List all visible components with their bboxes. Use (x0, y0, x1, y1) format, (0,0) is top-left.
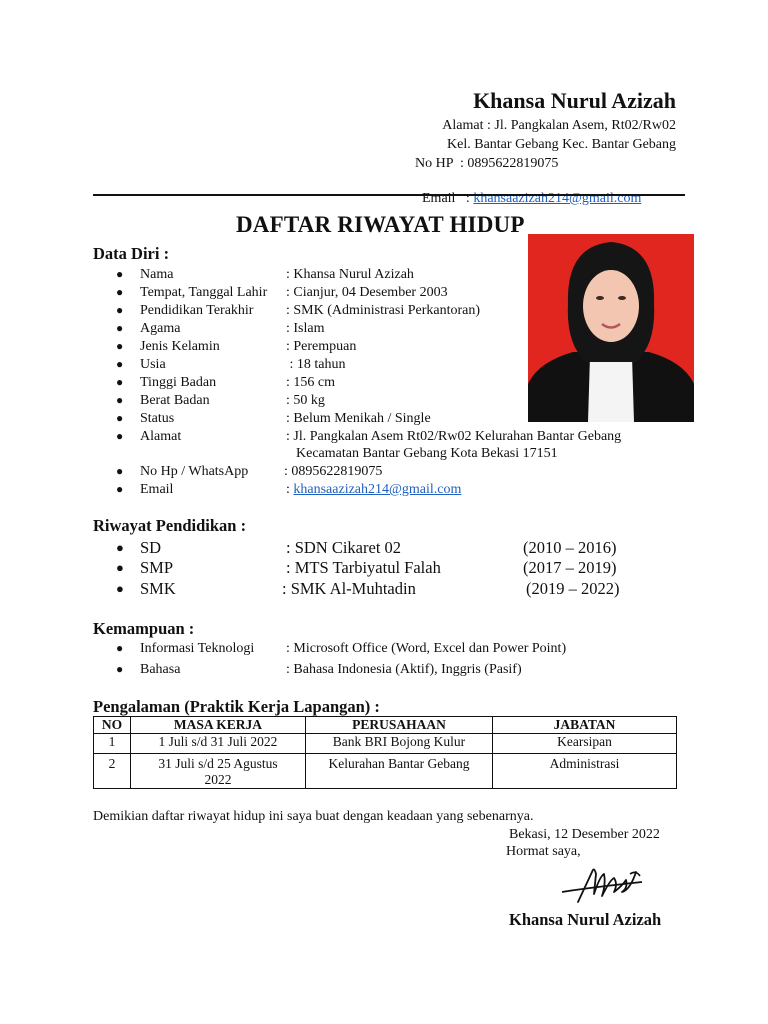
bullet-icon: ● (116, 267, 124, 281)
pengalaman-heading: Pengalaman (Praktik Kerja Lapangan) : (93, 697, 380, 716)
bullet-icon: ● (116, 429, 124, 443)
item-value (286, 482, 461, 498)
page-title: DAFTAR RIWAYAT HIDUP (236, 212, 525, 237)
experience-table (93, 716, 677, 789)
header-phone: No HP : 0895622819075 (415, 156, 559, 171)
bullet-icon: ● (116, 411, 124, 425)
education-school: : SMK Al-Muhtadin (282, 579, 416, 598)
table-cell: 2 (94, 754, 131, 789)
item-label: Usia (140, 357, 166, 372)
item-value: : 156 cm (286, 375, 335, 390)
table-cell: Bank BRI Bojong Kulur (306, 734, 493, 754)
table-cell: 1 (94, 734, 131, 754)
item-label: Agama (140, 321, 181, 336)
item-label: Berat Badan (140, 393, 210, 408)
education-level: SD (140, 538, 162, 557)
table-cell: Kearsipan (493, 734, 677, 754)
profile-photo (528, 234, 694, 422)
education-level: SMK (140, 579, 176, 598)
table-cell: 1 Juli s/d 31 Juli 2022 (131, 734, 306, 754)
closing-regards: Hormat saya, (506, 844, 581, 859)
bullet-icon: ● (116, 662, 124, 676)
item-value: : Jl. Pangkalan Asem Rt02/Rw02 Kelurahan Bantar Gebang (286, 429, 622, 444)
item-label: Email (140, 482, 174, 497)
item-value: : SMK (Administrasi Perkantoran) (286, 303, 481, 318)
item-value: : Islam (286, 321, 325, 336)
item-value: : Belum Menikah / Single (286, 411, 431, 426)
education-school: : MTS Tarbiyatul Falah (286, 558, 441, 577)
closing-place-date: Bekasi, 12 Desember 2022 (509, 827, 660, 842)
skill-value: : Bahasa Indonesia (Aktif), Inggris (Pasif) (286, 662, 522, 677)
table-cell: Kelurahan Bantar Gebang (306, 754, 493, 789)
item-value: : 18 tahun (286, 357, 346, 372)
skill-label: Bahasa (140, 662, 181, 677)
header-email-line (415, 175, 641, 207)
item-label: Jenis Kelamin (140, 339, 220, 354)
bullet-icon: ● (116, 581, 124, 596)
item-label: Tinggi Badan (140, 375, 217, 390)
column-header: JABATAN (493, 717, 677, 734)
table-header-row (94, 717, 677, 734)
item-value: : Khansa Nurul Azizah (286, 267, 414, 282)
table-row (94, 754, 677, 789)
bullet-icon: ● (116, 540, 124, 555)
item-value: : Cianjur, 04 Desember 2003 (286, 285, 448, 300)
pendidikan-heading: Riwayat Pendidikan : (93, 516, 247, 535)
education-school: : SDN Cikaret 02 (286, 538, 402, 557)
closing-statement: Demikian daftar riwayat hidup ini saya buat dengan keadaan yang sebenarnya. (93, 809, 534, 824)
education-years: (2010 – 2016) (523, 538, 617, 557)
bullet-icon: ● (116, 482, 124, 496)
skill-label: Informasi Teknologi (140, 641, 255, 656)
email-prefix: : (286, 482, 294, 497)
header-email-link[interactable]: khansaazizah214@gmail.com (473, 191, 642, 206)
header-email-label: Email : (422, 191, 474, 206)
bullet-icon: ● (116, 303, 124, 317)
signature-image (556, 862, 652, 906)
item-label: Alamat (140, 429, 182, 444)
skill-value: : Microsoft Office (Word, Excel dan Power Point) (286, 641, 567, 656)
bullet-icon: ● (116, 339, 124, 353)
item-label: Nama (140, 267, 174, 282)
item-label: Status (140, 411, 175, 426)
portrait-illustration (528, 234, 694, 422)
column-header: MASA KERJA (131, 717, 306, 734)
bullet-icon: ● (116, 357, 124, 371)
header-name: Khansa Nurul Azizah (473, 88, 676, 113)
email-link[interactable]: khansaazizah214@gmail.com (293, 482, 462, 497)
item-label: Tempat, Tanggal Lahir (140, 285, 268, 300)
kemampuan-heading: Kemampuan : (93, 619, 195, 638)
header-divider (93, 194, 685, 196)
signer-name: Khansa Nurul Azizah (509, 910, 662, 929)
header-address-line2: Kel. Bantar Gebang Kec. Bantar Gebang (447, 137, 676, 152)
bullet-icon: ● (116, 285, 124, 299)
column-header: NO (94, 717, 131, 734)
item-label: No Hp / WhatsApp (140, 464, 249, 479)
education-years: (2019 – 2022) (526, 579, 620, 598)
table-row (94, 734, 677, 754)
bullet-icon: ● (116, 464, 124, 478)
item-value: : Perempuan (286, 339, 357, 354)
item-value: : 50 kg (286, 393, 325, 408)
education-years: (2017 – 2019) (523, 558, 617, 577)
data-diri-heading: Data Diri : (93, 244, 170, 263)
bullet-icon: ● (116, 393, 124, 407)
item-label: Pendidikan Terakhir (140, 303, 254, 318)
item-value: Kecamatan Bantar Gebang Kota Bekasi 17151 (296, 446, 558, 461)
bullet-icon: ● (116, 560, 124, 575)
education-level: SMP (140, 558, 174, 577)
item-value: : 0895622819075 (284, 464, 383, 479)
table-cell: Administrasi (493, 754, 677, 789)
bullet-icon: ● (116, 641, 124, 655)
header-address-line1: Alamat : Jl. Pangkalan Asem, Rt02/Rw02 (442, 118, 676, 133)
table-cell: 31 Juli s/d 25 Agustus 2022 (131, 754, 306, 789)
column-header: PERUSAHAAN (306, 717, 493, 734)
bullet-icon: ● (116, 375, 124, 389)
bullet-icon: ● (116, 321, 124, 335)
